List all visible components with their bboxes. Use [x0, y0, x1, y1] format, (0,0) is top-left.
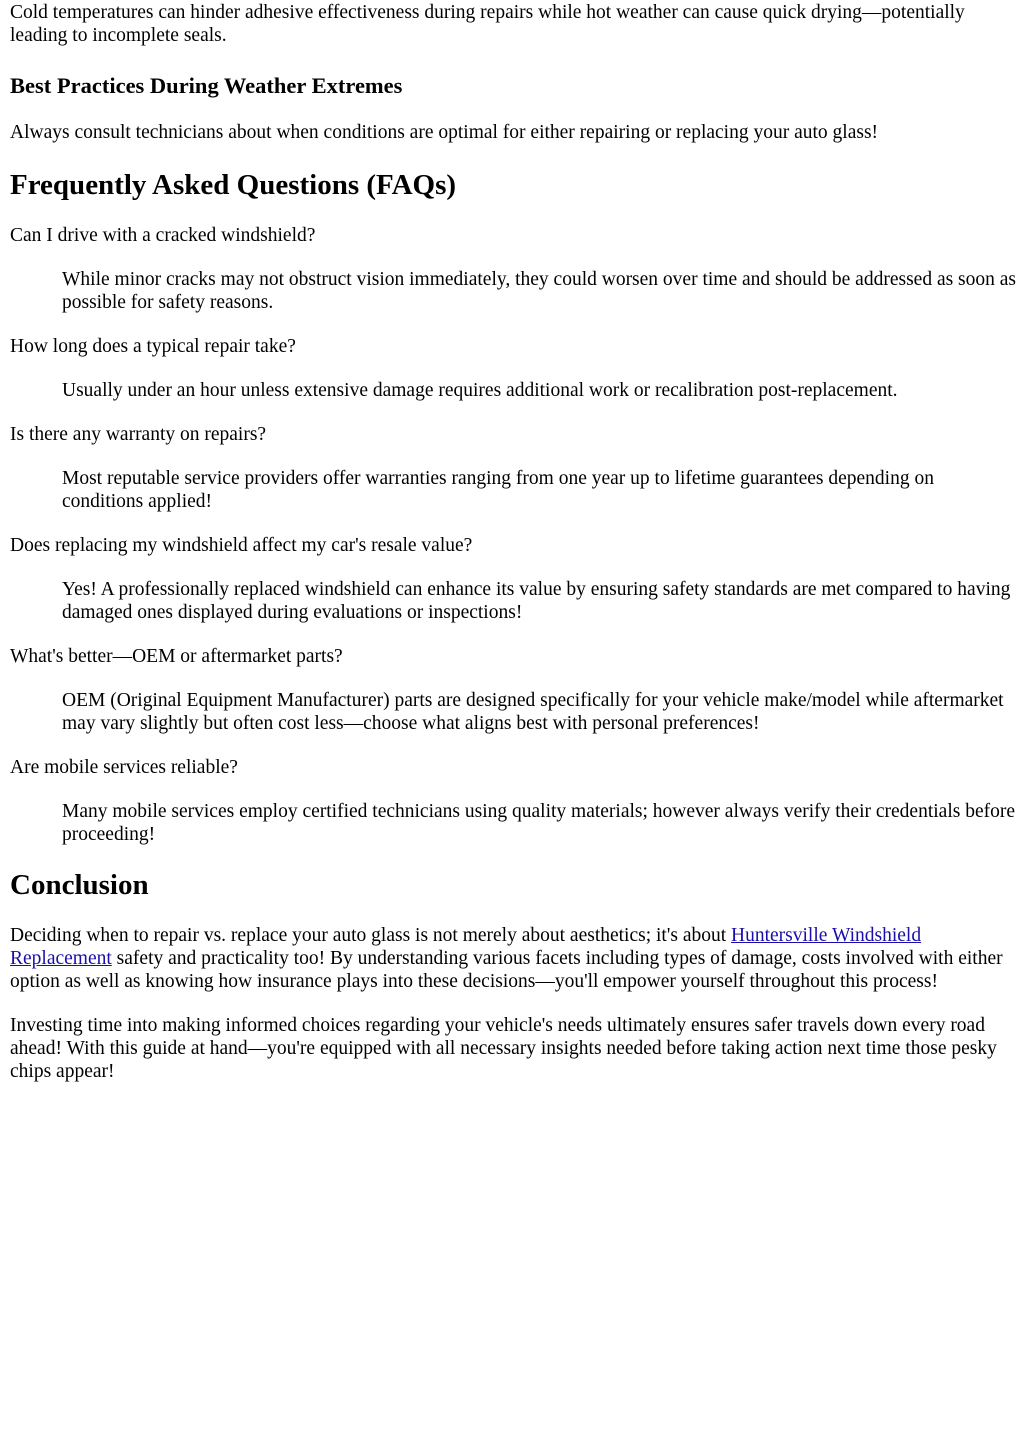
faq-answer: Most reputable service providers offer warranties ranging from one year up to lifetime guarantees depending on conditions applied!: [62, 468, 934, 512]
conclusion-paragraph-1: [10, 924, 1016, 993]
faq-question: Are mobile services reliable?: [10, 757, 238, 778]
faq-question: Is there any warranty on repairs?: [10, 424, 267, 445]
conclusion-heading: Conclusion: [10, 869, 149, 901]
conclusion-text-before-link: Deciding when to repair vs. replace your auto glass is not merely about aesthetics; it's about: [10, 925, 732, 946]
faq-answer: Yes! A professionally replaced windshield can enhance its value by ensuring safety standards are met compared to having damaged ones displayed during evaluations or inspections!: [62, 579, 1011, 623]
faq-list: [10, 224, 1016, 846]
faq-answer: Many mobile services employ certified technicians using quality materials; however always verify their credentials before proceeding!: [62, 801, 1015, 845]
faq-answer: While minor cracks may not obstruct vision immediately, they could worsen over time and should be addressed as soon as possible for safety reasons.: [62, 269, 1017, 313]
faq-question: Can I drive with a cracked windshield?: [10, 225, 316, 246]
faq-question: How long does a typical repair take?: [10, 336, 296, 357]
conclusion-paragraph-2: Investing time into making informed choices regarding your vehicle's needs ultimately ensures safer travels down every road ahead! With this guide at hand—you're equipped with all necessary insights needed before taking action next time those pesky chips appear!: [10, 1015, 997, 1082]
best-practices-paragraph: Always consult technicians about when conditions are optimal for either repairing or replacing your auto glass!: [10, 122, 879, 143]
huntersville-windshield-replacement-link[interactable]: Huntersville Windshield Replacement: [10, 925, 922, 969]
intro-paragraph: Cold temperatures can hinder adhesive effectiveness during repairs while hot weather can cause quick drying—potentially leading to incomplete seals.: [10, 2, 965, 46]
faq-question: Does replacing my windshield affect my car's resale value?: [10, 535, 473, 556]
best-practices-heading: Best Practices During Weather Extremes: [10, 73, 403, 98]
faq-answer: Usually under an hour unless extensive damage requires additional work or recalibration post-replacement.: [62, 380, 898, 401]
article-page: [0, 1, 1024, 1083]
conclusion-text-after-link: safety and practicality too! By understanding various facets including types of damage, costs involved with either option as well as knowing how insurance plays into these decisions—you'll empower yourself throughout this process!: [10, 948, 1003, 992]
faq-heading: Frequently Asked Questions (FAQs): [10, 169, 457, 201]
faq-answer: OEM (Original Equipment Manufacturer) parts are designed specifically for your vehicle make/model while aftermarket may vary slightly but often cost less—choose what aligns best with personal preferences!: [62, 690, 1004, 734]
faq-question: What's better—OEM or aftermarket parts?: [10, 646, 343, 667]
